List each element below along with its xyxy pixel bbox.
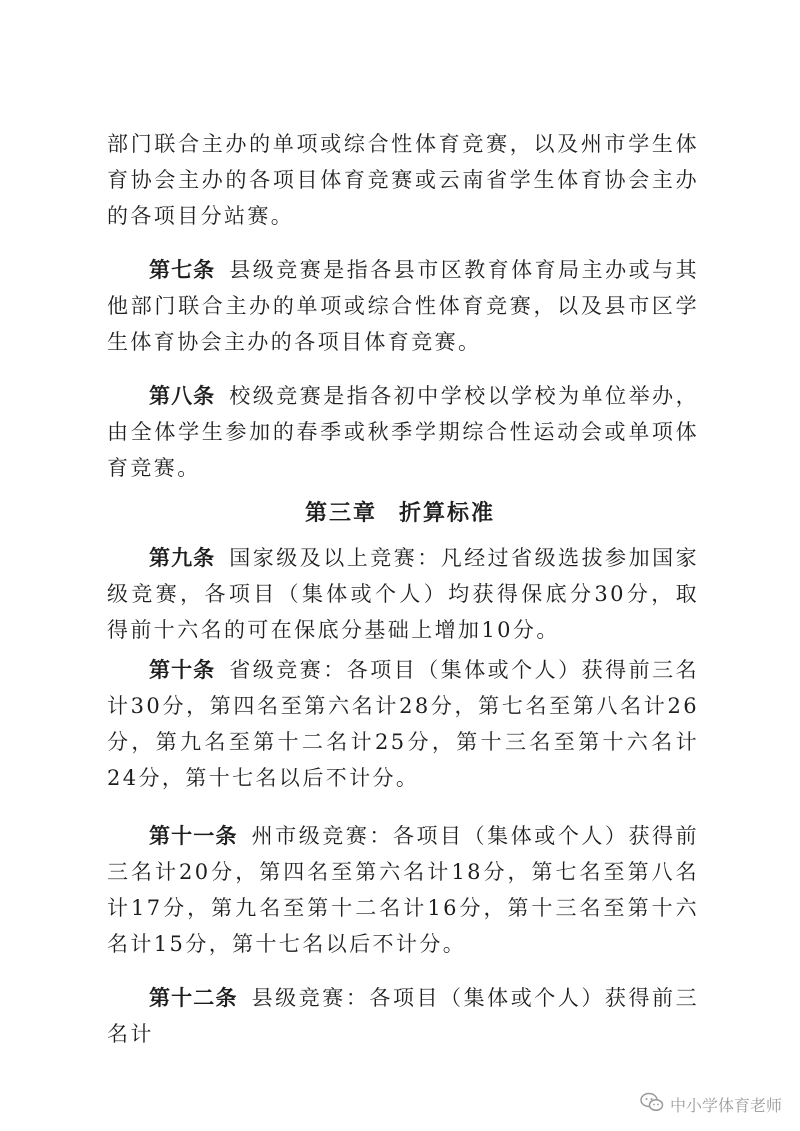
chapter-title: 折算标准: [399, 500, 496, 526]
article-number: 第十条: [149, 657, 216, 682]
article-number: 第七条: [149, 257, 216, 282]
paragraph-text: 部门联合主办的单项或综合性体育竞赛，以及州市学生体育协会主办的各项目体育竞赛或云南省学生体育协会主办的各项目分站赛。: [107, 132, 699, 228]
watermark: [640, 1091, 782, 1117]
article-number: 第九条: [149, 545, 216, 570]
article-12: [107, 980, 699, 1052]
paragraph-text: 县级竞赛：各项目（集体或个人）获得前三名计: [107, 986, 699, 1046]
article-9: [107, 540, 699, 648]
paragraph-continuation: [107, 126, 699, 234]
paragraph-text: 州市级竞赛：各项目（集体或个人）获得前三名计20分，第四名至第六名计18分，第七名至第八名计17分，第九名至第十二名计16分，第十三名至第十六名计15分，第十七名以后不计分。: [107, 824, 699, 956]
paragraph-text: 校级竞赛是指各初中学校以学校为单位举办，由全体学生参加的春季或秋季学期综合性运动会或单项体育竞赛。: [107, 384, 700, 480]
paragraph-text: 省级竞赛：各项目（集体或个人）获得前三名计30分，第四名至第六名计28分，第七名至第八名计26分，第九名至第十二名计25分，第十三名至第十六名计24分，第十七名以后不计分。: [107, 658, 700, 790]
article-7: [107, 252, 699, 360]
article-number: 第十一条: [149, 823, 238, 848]
chapter-number: 第三章: [304, 500, 377, 526]
chapter-heading: [0, 496, 800, 527]
article-8: [107, 378, 699, 486]
article-11: [107, 818, 699, 962]
paragraph-text: 国家级及以上竞赛：凡经过省级选拔参加国家级竞赛，各项目（集体或个人）均获得保底分30分，取得前十六名的可在保底分基础上增加10分。: [107, 546, 700, 642]
article-10: [107, 652, 699, 796]
article-number: 第八条: [149, 383, 216, 408]
wechat-icon: [640, 1091, 664, 1117]
paragraph-text: 县级竞赛是指各县市区教育体育局主办或与其他部门联合主办的单项或综合性体育竞赛，以及县市区学生体育协会主办的各项目体育竞赛。: [107, 258, 700, 354]
watermark-text: 中小学体育老师: [669, 1095, 782, 1115]
article-number: 第十二条: [149, 985, 238, 1010]
